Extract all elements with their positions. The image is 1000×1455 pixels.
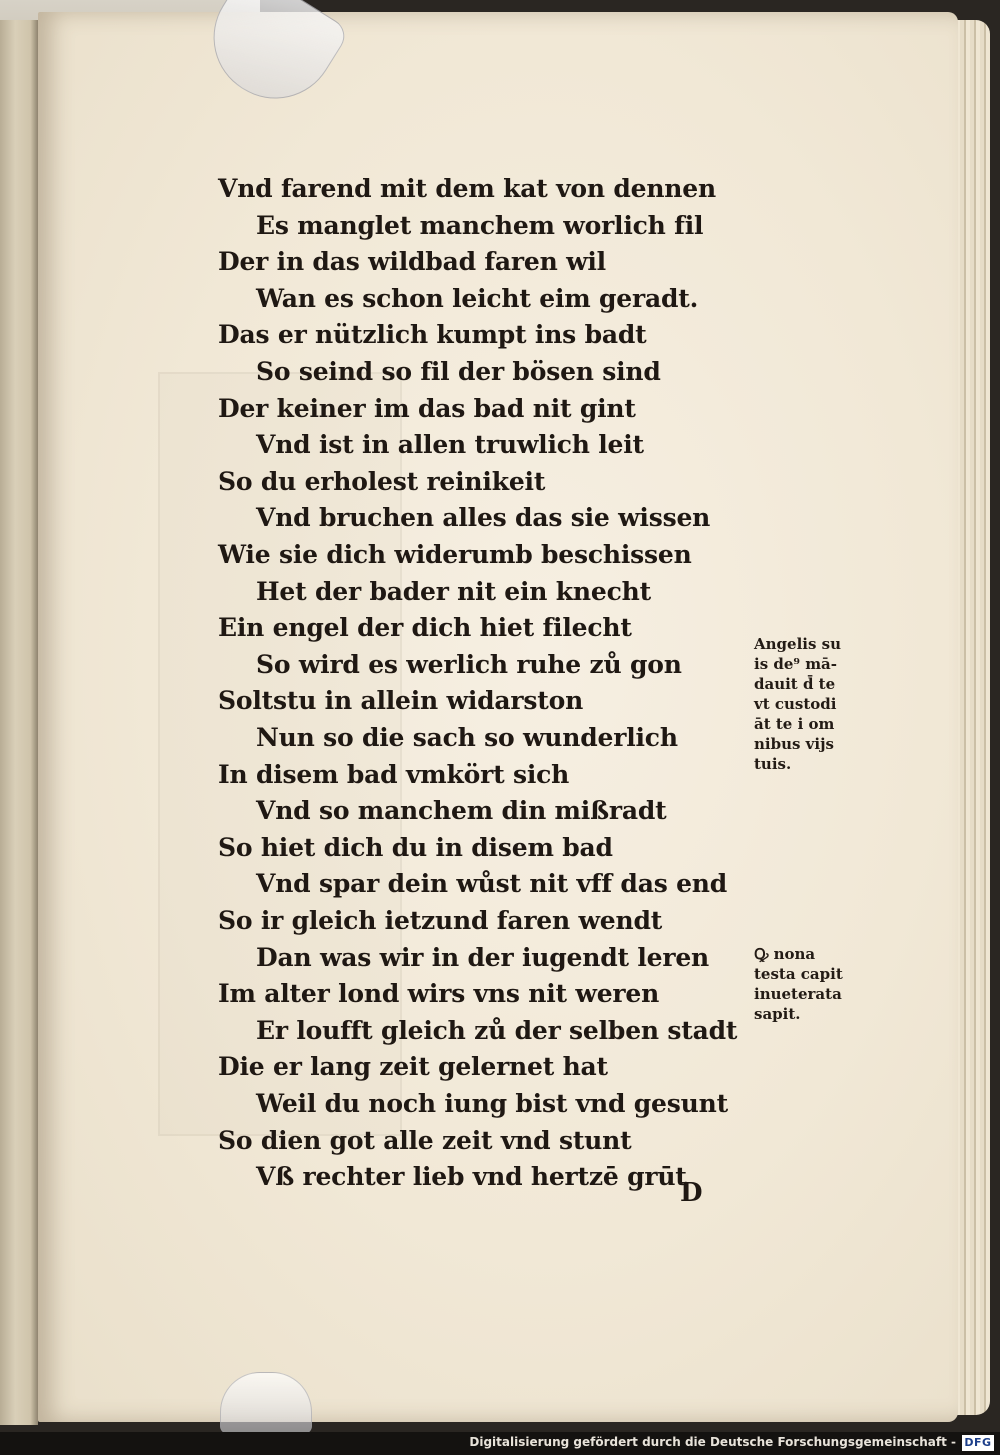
verse-line: Die er lang zeit gelernet hat	[218, 1052, 608, 1082]
margin-note-line: is de⁹ mā-	[754, 655, 838, 673]
margin-note-line: āt te i om	[754, 715, 835, 733]
verse-line: So du erholest reinikeit	[218, 466, 546, 496]
verse-text-block	[218, 172, 738, 1232]
verse-line: Dan was wir in der iugendt leren	[256, 942, 710, 972]
margin-note-line: inueterata	[754, 985, 842, 1003]
verse-line: Der in das wildbad faren wil	[218, 247, 606, 277]
verse-line: Er loufft gleich zů der selben stadt	[256, 1015, 738, 1045]
margin-note-line: Ꝙ nona	[754, 945, 816, 963]
verse-line: Nun so die sach so wunderlich	[256, 723, 678, 752]
margin-note-line: vt custodi	[754, 695, 837, 713]
verse-line: So wird es werlich ruhe zů gon	[256, 649, 682, 679]
margin-note-line: dauit d̄ te	[754, 675, 836, 693]
verse-line: Ein engel der dich hiet filecht	[218, 613, 632, 643]
margin-note-line: sapit.	[754, 1005, 801, 1023]
margin-note-line: Angelis su	[754, 635, 841, 653]
funding-credit: Digitalisierung gefördert durch die Deutsche Forschungsgemeinschaft -	[469, 1435, 956, 1449]
margin-note-1	[754, 634, 841, 774]
margin-note-2	[754, 944, 843, 1024]
book-spine-edge	[0, 20, 38, 1425]
verse-line: Soltstu in allein widarston	[218, 686, 584, 716]
verse-line: Vnd farend mit dem kat von dennen	[218, 174, 716, 203]
verse-line: Vnd spar dein wůst nit vff das end	[256, 869, 728, 899]
verse-line: Das er nützlich kumpt ins badt	[218, 320, 647, 350]
verse-line: So seind so fil der bösen sind	[256, 357, 661, 386]
footer-bar	[0, 1432, 1000, 1455]
verse-line: So dien got alle zeit vnd stunt	[218, 1125, 632, 1155]
catchword: D	[680, 1178, 703, 1208]
verse-line: Es manglet manchem worlich fil	[256, 210, 704, 240]
verse-line: So ir gleich ietzund faren wendt	[218, 906, 663, 935]
margin-note-line: testa capit	[754, 965, 843, 983]
page-clip-bottom	[220, 1372, 312, 1432]
verse-line: Weil du noch iung bist vnd gesunt	[256, 1089, 728, 1118]
margin-note-line: nibus vijs	[754, 735, 834, 753]
dfg-logo: DFG	[962, 1435, 994, 1451]
verse-line: Vnd ist in allen truwlich leit	[256, 430, 644, 460]
verse-line: Het der bader nit ein knecht	[256, 576, 651, 606]
verse-line: Im alter lond wirs vns nit weren	[218, 979, 660, 1009]
verse-line: Vnd bruchen alles das sie wissen	[256, 503, 711, 533]
margin-note-line: tuis.	[754, 755, 792, 773]
verse-line: So hiet dich du in disem bad	[218, 832, 613, 862]
verse-line: Wie sie dich widerumb beschissen	[218, 540, 692, 569]
verse-line: Der keiner im das bad nit gint	[218, 393, 636, 423]
verse-line: Vnd so manchem din mißradt	[256, 796, 667, 826]
verse-line: In disem bad vmkört sich	[218, 759, 570, 789]
verse-line: Wan es schon leicht eim geradt.	[256, 283, 699, 313]
verse-line: Vß rechter lieb vnd hertzē grūt	[256, 1162, 687, 1192]
